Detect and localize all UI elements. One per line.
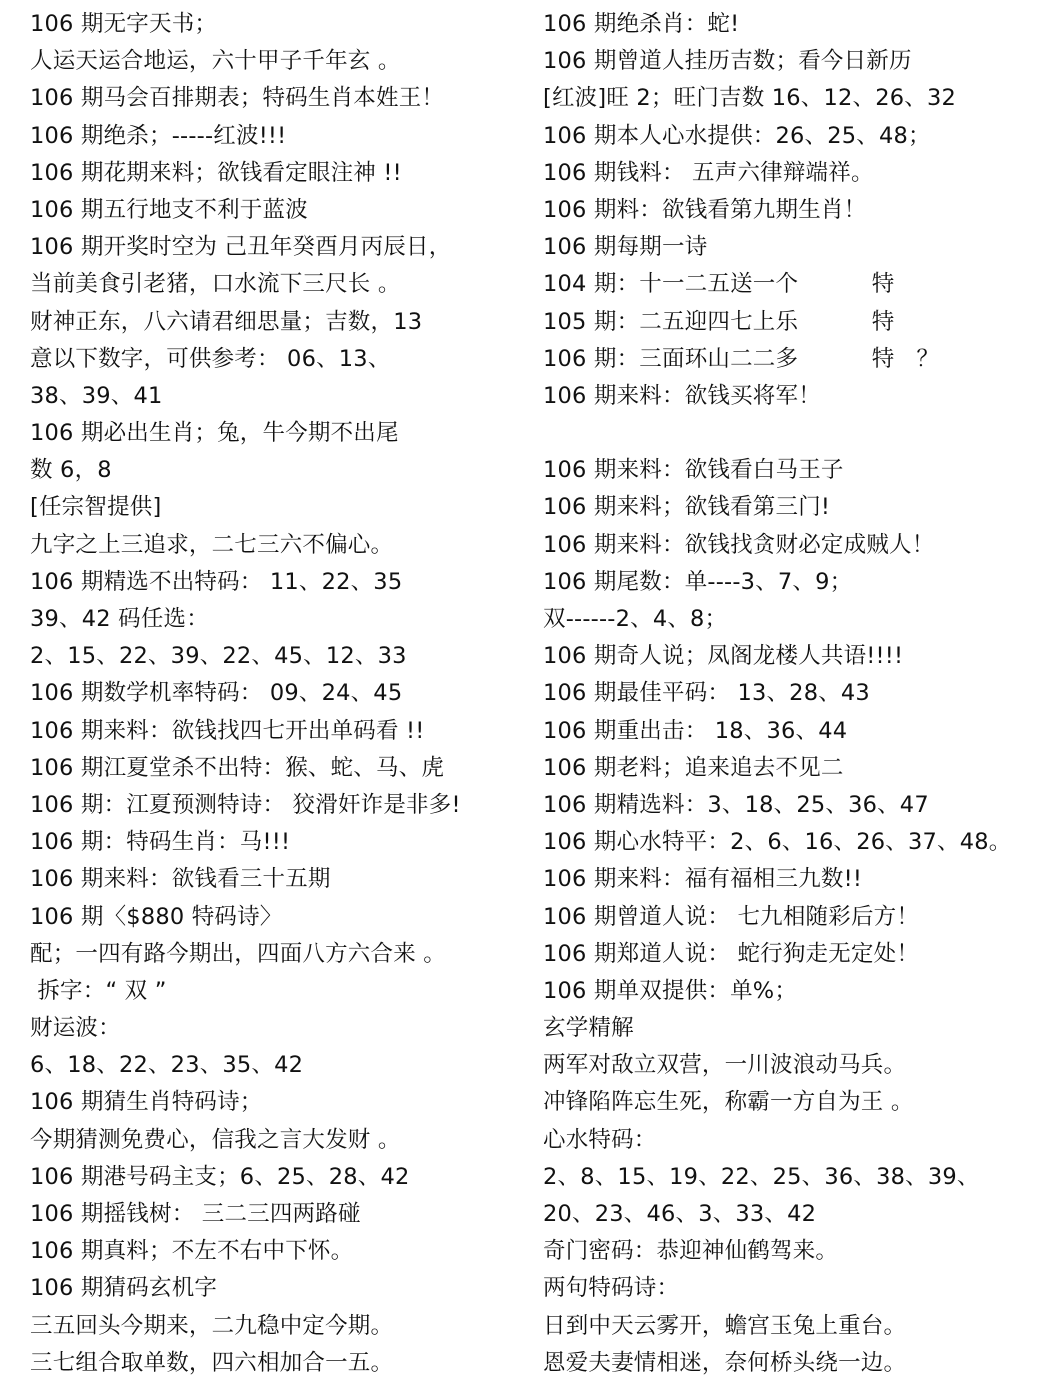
text-line: 106 期最佳平码： 13、28、43 xyxy=(543,680,870,707)
text-line: 两军对敌立双营，一川波浪动马兵。 xyxy=(543,1052,907,1079)
text-line: 两句特码诗： xyxy=(543,1275,680,1302)
text-line: 财运波： xyxy=(30,1015,121,1042)
text-line: 106 期郑道人说： 蛇行狗走无定处！ xyxy=(543,940,920,967)
text-line: 106 期尾数：单----3、7、9； xyxy=(543,568,853,595)
text-line: 20、23、46、3、33、42 xyxy=(543,1201,817,1227)
text-line: 106 期单双提供：单%； xyxy=(543,977,798,1004)
text-line: 恩爱夫妻情相迷，奈何桥头绕一边。 xyxy=(543,1349,907,1376)
text-line: 106 期本人心水提供：26、25、48； xyxy=(543,122,931,149)
text-line: 106 期心水特平：2、6、16、26、37、48。 xyxy=(543,829,1012,856)
text-line: 三七组合取单数，四六相加合一五。 xyxy=(30,1349,394,1376)
text-line: 玄学精解 xyxy=(543,1015,634,1042)
text-line: 配；一四有路今期出，四面八方六合来 。 xyxy=(30,940,446,967)
text-line: 数 6，8 xyxy=(30,457,112,484)
text-line: 106 期重出击： 18、36、44 xyxy=(543,717,848,744)
left-column xyxy=(30,6,520,1382)
text-line: 三五回头今期来，二九稳中定今期。 xyxy=(30,1312,394,1339)
text-line: 九字之上三追求，二七三六不偏心。 xyxy=(30,531,394,558)
text-line: 106 期曾道人挂历吉数；看今日新历 xyxy=(543,48,912,75)
text-line: 今期猜测免费心，信我之言大发财 。 xyxy=(30,1126,401,1153)
text-line: 106 期港号码主支；6、25、28、42 xyxy=(30,1163,410,1190)
text-line: 冲锋陷阵忘生死，称霸一方自为王 。 xyxy=(543,1089,914,1116)
text-line: 106 期花期来料；欲钱看定眼注神 !! xyxy=(30,159,402,186)
text-line: 106 期来料：欲钱看三十五期 xyxy=(30,866,331,893)
text-line: 106 期江夏堂杀不出特：猴、蛇、马、虎 xyxy=(30,754,445,781)
text-line: 106 期精选不出特码： 11、22、35 xyxy=(30,568,403,595)
text-line: 双------2、4、8； xyxy=(543,606,728,632)
text-line: 106 期来料：欲钱找贪财必定成贼人！ xyxy=(543,531,935,558)
text-line: 106 期奇人说；凤阁龙楼人共语!!!! xyxy=(543,643,904,670)
text-line: 106 期五行地支不利于蓝波 xyxy=(30,196,308,223)
text-line: 106 期：江夏预测特诗： 狡滑奸诈是非多! xyxy=(30,791,461,818)
text-line: 日到中天云雾开，蟾宫玉兔上重台。 xyxy=(543,1312,907,1339)
text-line: 106 期：三面环山二二多 特 ？ xyxy=(543,345,940,372)
text-line: 106 期摇钱树： 三二三四两路碰 xyxy=(30,1201,361,1227)
text-line: 拆字：“ 双 ” xyxy=(30,977,167,1004)
text-line: 106 期开奖时空为 己丑年癸酉月丙辰日， xyxy=(30,234,452,261)
text-line: 财神正东，八六请君细思量；吉数，13 xyxy=(30,308,423,335)
text-line: 106 期每期一诗 xyxy=(543,234,708,261)
text-line: 106 期来料：福有福相三九数!! xyxy=(543,866,863,893)
text-line: 106 期猜生肖特码诗； xyxy=(30,1089,263,1116)
text-line: 6、18、22、23、35、42 xyxy=(30,1052,304,1079)
text-line: 38、39、41 xyxy=(30,382,163,409)
text-line: 106 期来料；欲钱看第三门! xyxy=(543,494,831,521)
text-line: 106 期来料：欲钱找四七开出单码看 !! xyxy=(30,717,425,744)
text-line: 106 期钱料： 五声六律辩端祥。 xyxy=(543,159,874,186)
text-line: 2、15、22、39、22、45、12、33 xyxy=(30,643,407,670)
text-line: 2、8、15、19、22、25、36、38、39、 xyxy=(543,1163,980,1190)
text-line: [红波]旺 2；旺门吉数 16、12、26、32 xyxy=(543,85,956,112)
text-line: 106 期无字天书； xyxy=(30,11,218,37)
text-line: 106 期猜码玄机字 xyxy=(30,1275,218,1302)
text-line: 104 期：十一二五送一个 特 xyxy=(543,271,895,298)
text-line: 106 期老料；追来追去不见二 xyxy=(543,754,844,781)
text-line: 106 期料：欲钱看第九期生肖！ xyxy=(543,196,867,223)
text-line: 意以下数字，可供参考： 06、13、 xyxy=(30,345,391,372)
text-line: 人运天运合地运，六十甲子千年玄 。 xyxy=(30,48,401,75)
text-line: [任宗智提供] xyxy=(30,494,162,521)
text-line: 106 期数学机率特码： 09、24、45 xyxy=(30,680,403,707)
text-line: 106 期来料：欲钱看白马王子 xyxy=(543,457,844,484)
text-line: 106 期必出生肖；兔，牛今期不出尾 xyxy=(30,420,399,447)
text-line: 106 期精选料：3、18、25、36、47 xyxy=(543,791,929,818)
text-line: 心水特码： xyxy=(543,1126,657,1153)
text-line: 106 期绝杀肖：蛇! xyxy=(543,11,740,37)
text-line: 106 期真料；不左不右中下怀。 xyxy=(30,1238,354,1265)
blank-line xyxy=(543,415,1033,452)
text-line: 奇门密码：恭迎神仙鹤驾来。 xyxy=(543,1238,839,1265)
text-line: 106 期：特码生肖：马!!! xyxy=(30,829,291,856)
text-line: 106 期绝杀；-----红波!!! xyxy=(30,122,287,149)
text-line: 106 期马会百排期表；特码生肖本姓王！ xyxy=(30,85,445,112)
right-column xyxy=(543,6,1033,1382)
text-line: 106 期曾道人说： 七九相随彩后方！ xyxy=(543,903,920,930)
text-line: 当前美食引老猪，口水流下三尺长 。 xyxy=(30,271,401,298)
text-line: 105 期：二五迎四七上乐 特 xyxy=(543,308,895,335)
text-line: 39、42 码任选： xyxy=(30,606,209,632)
text-line: 106 期〈$880 特码诗〉 xyxy=(30,903,283,930)
text-line: 106 期来料：欲钱买将军！ xyxy=(543,382,821,409)
